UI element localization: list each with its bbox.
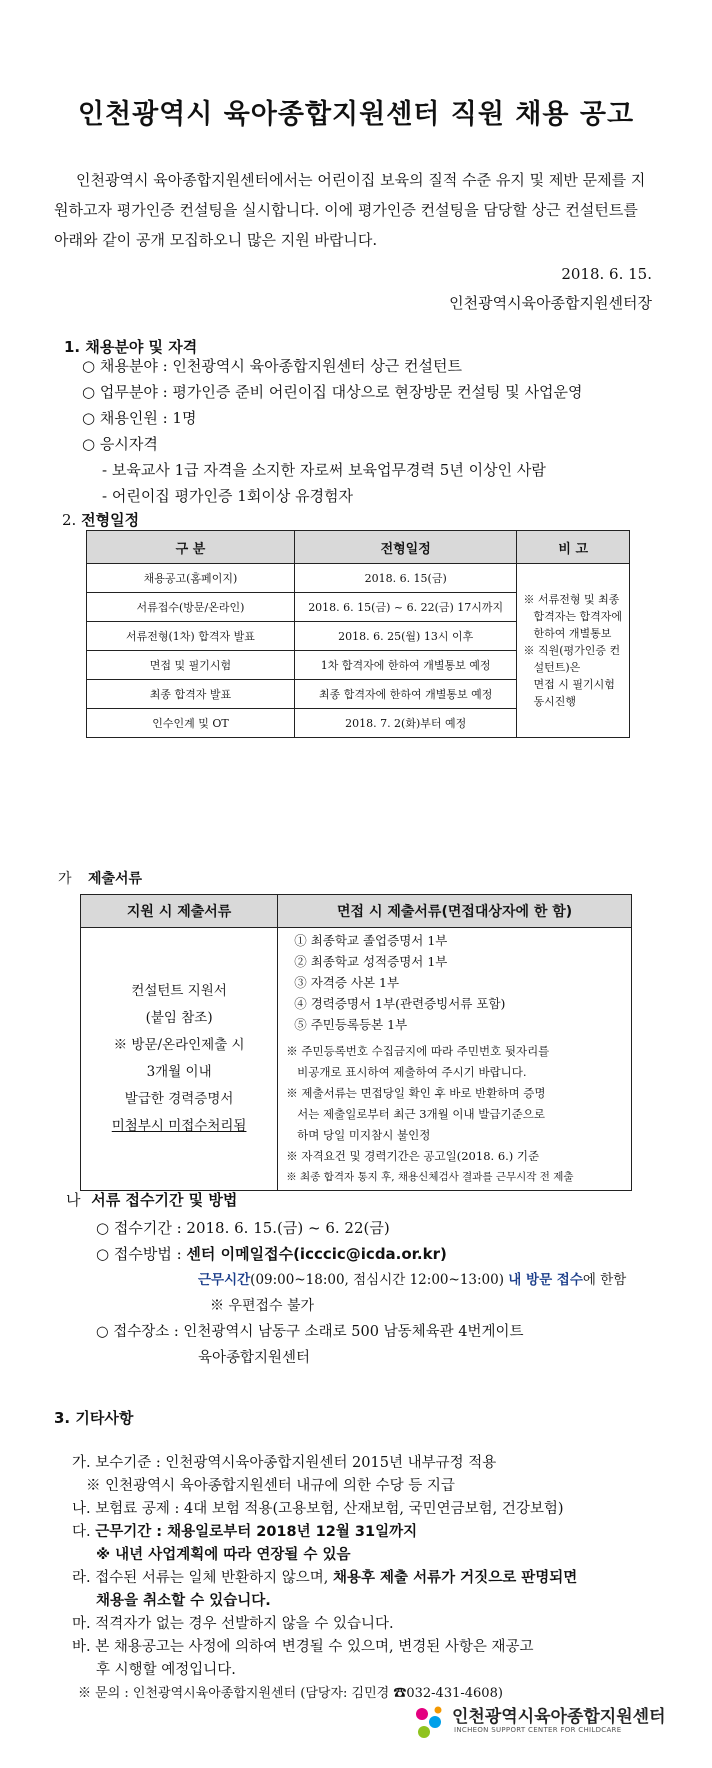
visit-note: 내 방문 접수 [508,1272,583,1288]
table-cell: 2018. 6. 15(금) [294,564,517,593]
table-cell: 인수인계 및 OT [87,709,295,738]
table-cell: 2018. 7. 2(화)부터 예정 [294,709,517,738]
schedule-table [86,530,630,738]
table-cell: 2018. 6. 25(월) 13시 이후 [294,622,517,651]
table-row [87,564,630,593]
list-item: 후 시행할 예정입니다. [96,1662,236,1678]
doc-note: 비공개로 표시하여 제출하여 주시기 바랍니다. [286,1065,527,1079]
list-item [72,1521,577,1544]
table-cell: 채용공고(홈페이지) [87,564,295,593]
list-item: 가. 보수기준 : 인천광역시육아종합지원센터 2015년 내부규정 적용 [72,1455,497,1471]
note-line: 한하여 개별통보 [533,627,612,640]
method-label: ○ 접수방법 : [96,1245,187,1263]
section-na-heading [66,1189,237,1210]
list-item: ○ 채용인원 : 1명 [82,409,197,427]
section2-number: 2. [62,511,77,529]
no-mail-line: ※ 우편접수 불가 [210,1298,315,1314]
column-header: 지원 시 제출서류 [81,895,278,928]
list-item: ○ 채용분야 : 인천광역시 육아종합지원센터 상근 컨설턴트 [82,357,463,375]
list-item: 채용을 취소할 수 있습니다. [96,1593,271,1609]
list-item: 바. 본 채용공고는 사정에 의하여 변경될 수 있으며, 변경된 사항은 재공고 [72,1639,534,1655]
hours-line [198,1267,626,1293]
hours-label: 근무시간 [198,1272,251,1288]
section-title: 서류 접수기간 및 방법 [91,1191,238,1209]
section2-heading [62,509,139,530]
item-text: 근무기간 : 채용일로부터 2018년 12월 31일까지 [95,1524,418,1540]
column-header: 면접 시 제출서류(면접대상자에 한 함) [278,895,632,928]
period-line: ○ 접수기간 : 2018. 6. 15.(금) ~ 6. 22(금) [96,1219,390,1237]
doc-item: ① 최종학교 졸업증명서 1부 [294,933,448,948]
list-item: ※ 인천광역시 육아종합지원센터 내규에 의한 수당 등 지급 [86,1478,455,1494]
note-line: 면접 시 필기시험 [533,678,615,691]
section-marker: 나 [66,1191,81,1209]
doc-note: ※ 주민등록번호 수집금지에 따라 주민번호 뒷자리를 [286,1044,550,1058]
item-marker: 다. [72,1524,96,1540]
note-line: 동시진행 [533,695,576,708]
hours-suffix: 에 한함 [582,1272,627,1288]
method-line [96,1241,447,1267]
section3-body [72,1452,577,1705]
item-text: 라. 접수된 서류는 일체 반환하지 않으며, [72,1570,333,1586]
list-item: - 어린이집 평가인증 1회이상 유경험자 [102,487,354,505]
issuer: 인천광역시육아종합지원센터장 [449,294,652,312]
list-item: ○ 응시자격 [82,435,158,453]
submit-docs-cell [81,928,278,1191]
contact-line: ※ 문의 : 인천광역시육아종합지원센터 (담당자: 김민경 ☎032-431-4608) [78,1686,503,1701]
table-cell: 서류접수(방문/온라인) [87,593,295,622]
interview-docs-cell [278,928,632,1191]
doc-line: ※ 방문/온라인제출 시 [113,1037,245,1053]
place-line-2: 육아종합지원센터 [198,1350,311,1366]
documents-table [80,894,632,1191]
section1-heading: 1. 채용분야 및 자격 [64,338,198,356]
doc-item: ③ 자격증 사본 1부 [294,975,400,990]
list-item [72,1567,577,1590]
list-item: - 보육교사 1급 자격을 소지한 자로써 보육업무경력 5년 이상인 사람 [102,461,546,479]
logo-text: 인천광역시육아종합지원센터 [452,1707,666,1727]
doc-note: ※ 최종 합격자 통지 후, 채용신체검사 결과를 근무시작 전 제출 [286,1171,574,1183]
table-cell: 1차 합격자에 한하여 개별통보 예정 [294,651,517,680]
center-logo [408,1702,678,1742]
doc-item: ④ 경력증명서 1부(관련증빙서류 포함) [294,996,506,1011]
note-line: ※ 서류전형 및 최종 [523,593,620,606]
table-cell: 최종 합격자에 한하여 개별통보 예정 [294,680,517,709]
doc-line: 3개월 이내 [146,1064,212,1080]
list-item: 나. 보험료 공제 : 4대 보험 적용(고용보험, 산재보험, 국민연금보험, 건강보험) [72,1501,564,1517]
intro-paragraph: 인천광역시 육아종합지원센터에서는 어린이집 보육의 질적 수준 유지 및 제반 문제를 지원하고자 평가인증 컨설팅을 실시합니다. 이에 평가인증 컨설팅을 담당할 상근 컨설턴트를 아래와 같이 공개 모집하오니 많은 지원 바랍니다. [54,171,646,249]
list-item: ※ 내년 사업계획에 따라 연장될 수 있음 [96,1547,351,1563]
section2-title: 전형일정 [81,511,140,529]
table-row [81,928,632,1191]
doc-line: (붙임 참조) [145,1010,213,1026]
table-cell: 2018. 6. 15(금) ~ 6. 22(금) 17시까지 [294,593,517,622]
item-text-bold: 채용후 제출 서류가 거짓으로 판명되면 [332,1570,578,1586]
list-item: 마. 적격자가 없는 경우 선발하지 않을 수 있습니다. [72,1616,394,1632]
schedule-note [517,564,630,738]
column-header: 비 고 [517,531,630,564]
logo-icon [408,1702,448,1742]
section-title: 제출서류 [87,871,143,887]
logo-subtext: INCHEON SUPPORT CENTER FOR CHILDCARE [454,1726,622,1734]
doc-item: ② 최종학교 성적증명서 1부 [294,954,448,969]
list-item: ○ 업무분야 : 평가인증 준비 어린이집 대상으로 현장방문 컨설팅 및 사업운영 [82,383,583,401]
table-cell: 면접 및 필기시험 [87,651,295,680]
section-ga-heading [58,868,142,888]
table-cell: 서류전형(1차) 합격자 발표 [87,622,295,651]
hours-detail: (09:00~18:00, 점심시간 12:00~13:00) [250,1272,509,1288]
note-line: 합격자는 합격자에 [533,610,622,623]
column-header: 구 분 [87,531,295,564]
doc-line: 미첨부시 미접수처리됨 [111,1118,247,1134]
notice-date: 2018. 6. 15. [561,265,652,283]
doc-note: ※ 자격요건 및 경력기간은 공고일(2018. 6.) 기준 [286,1149,540,1163]
place-line: ○ 접수장소 : 인천광역시 남동구 소래로 500 남동체육관 4번게이트 [96,1324,524,1340]
doc-note: 하며 당일 미지참시 불인정 [286,1128,431,1142]
section-marker: 가 [58,871,72,887]
doc-note: ※ 제출서류는 면접당일 확인 후 바로 반환하며 증명 [286,1086,546,1100]
note-line: ※ 직원(평가인증 컨 [523,644,621,657]
note-line: 설턴트)은 [533,661,581,674]
doc-note: 서는 제출일로부터 최근 3개월 이내 발급기준으로 [286,1107,545,1121]
doc-line: 발급한 경력증명서 [124,1091,234,1107]
section1-list [82,353,583,509]
column-header: 전형일정 [294,531,517,564]
method-value: 센터 이메일접수(icccic@icda.or.kr) [186,1245,447,1263]
section3-heading: 3. 기타사항 [54,1409,134,1427]
doc-line: 컨설턴트 지원서 [131,983,227,999]
page-title: 인천광역시 육아종합지원센터 직원 채용 공고 [77,99,635,130]
doc-item: ⑤ 주민등록등본 1부 [294,1017,408,1032]
table-cell: 최종 합격자 발표 [87,680,295,709]
